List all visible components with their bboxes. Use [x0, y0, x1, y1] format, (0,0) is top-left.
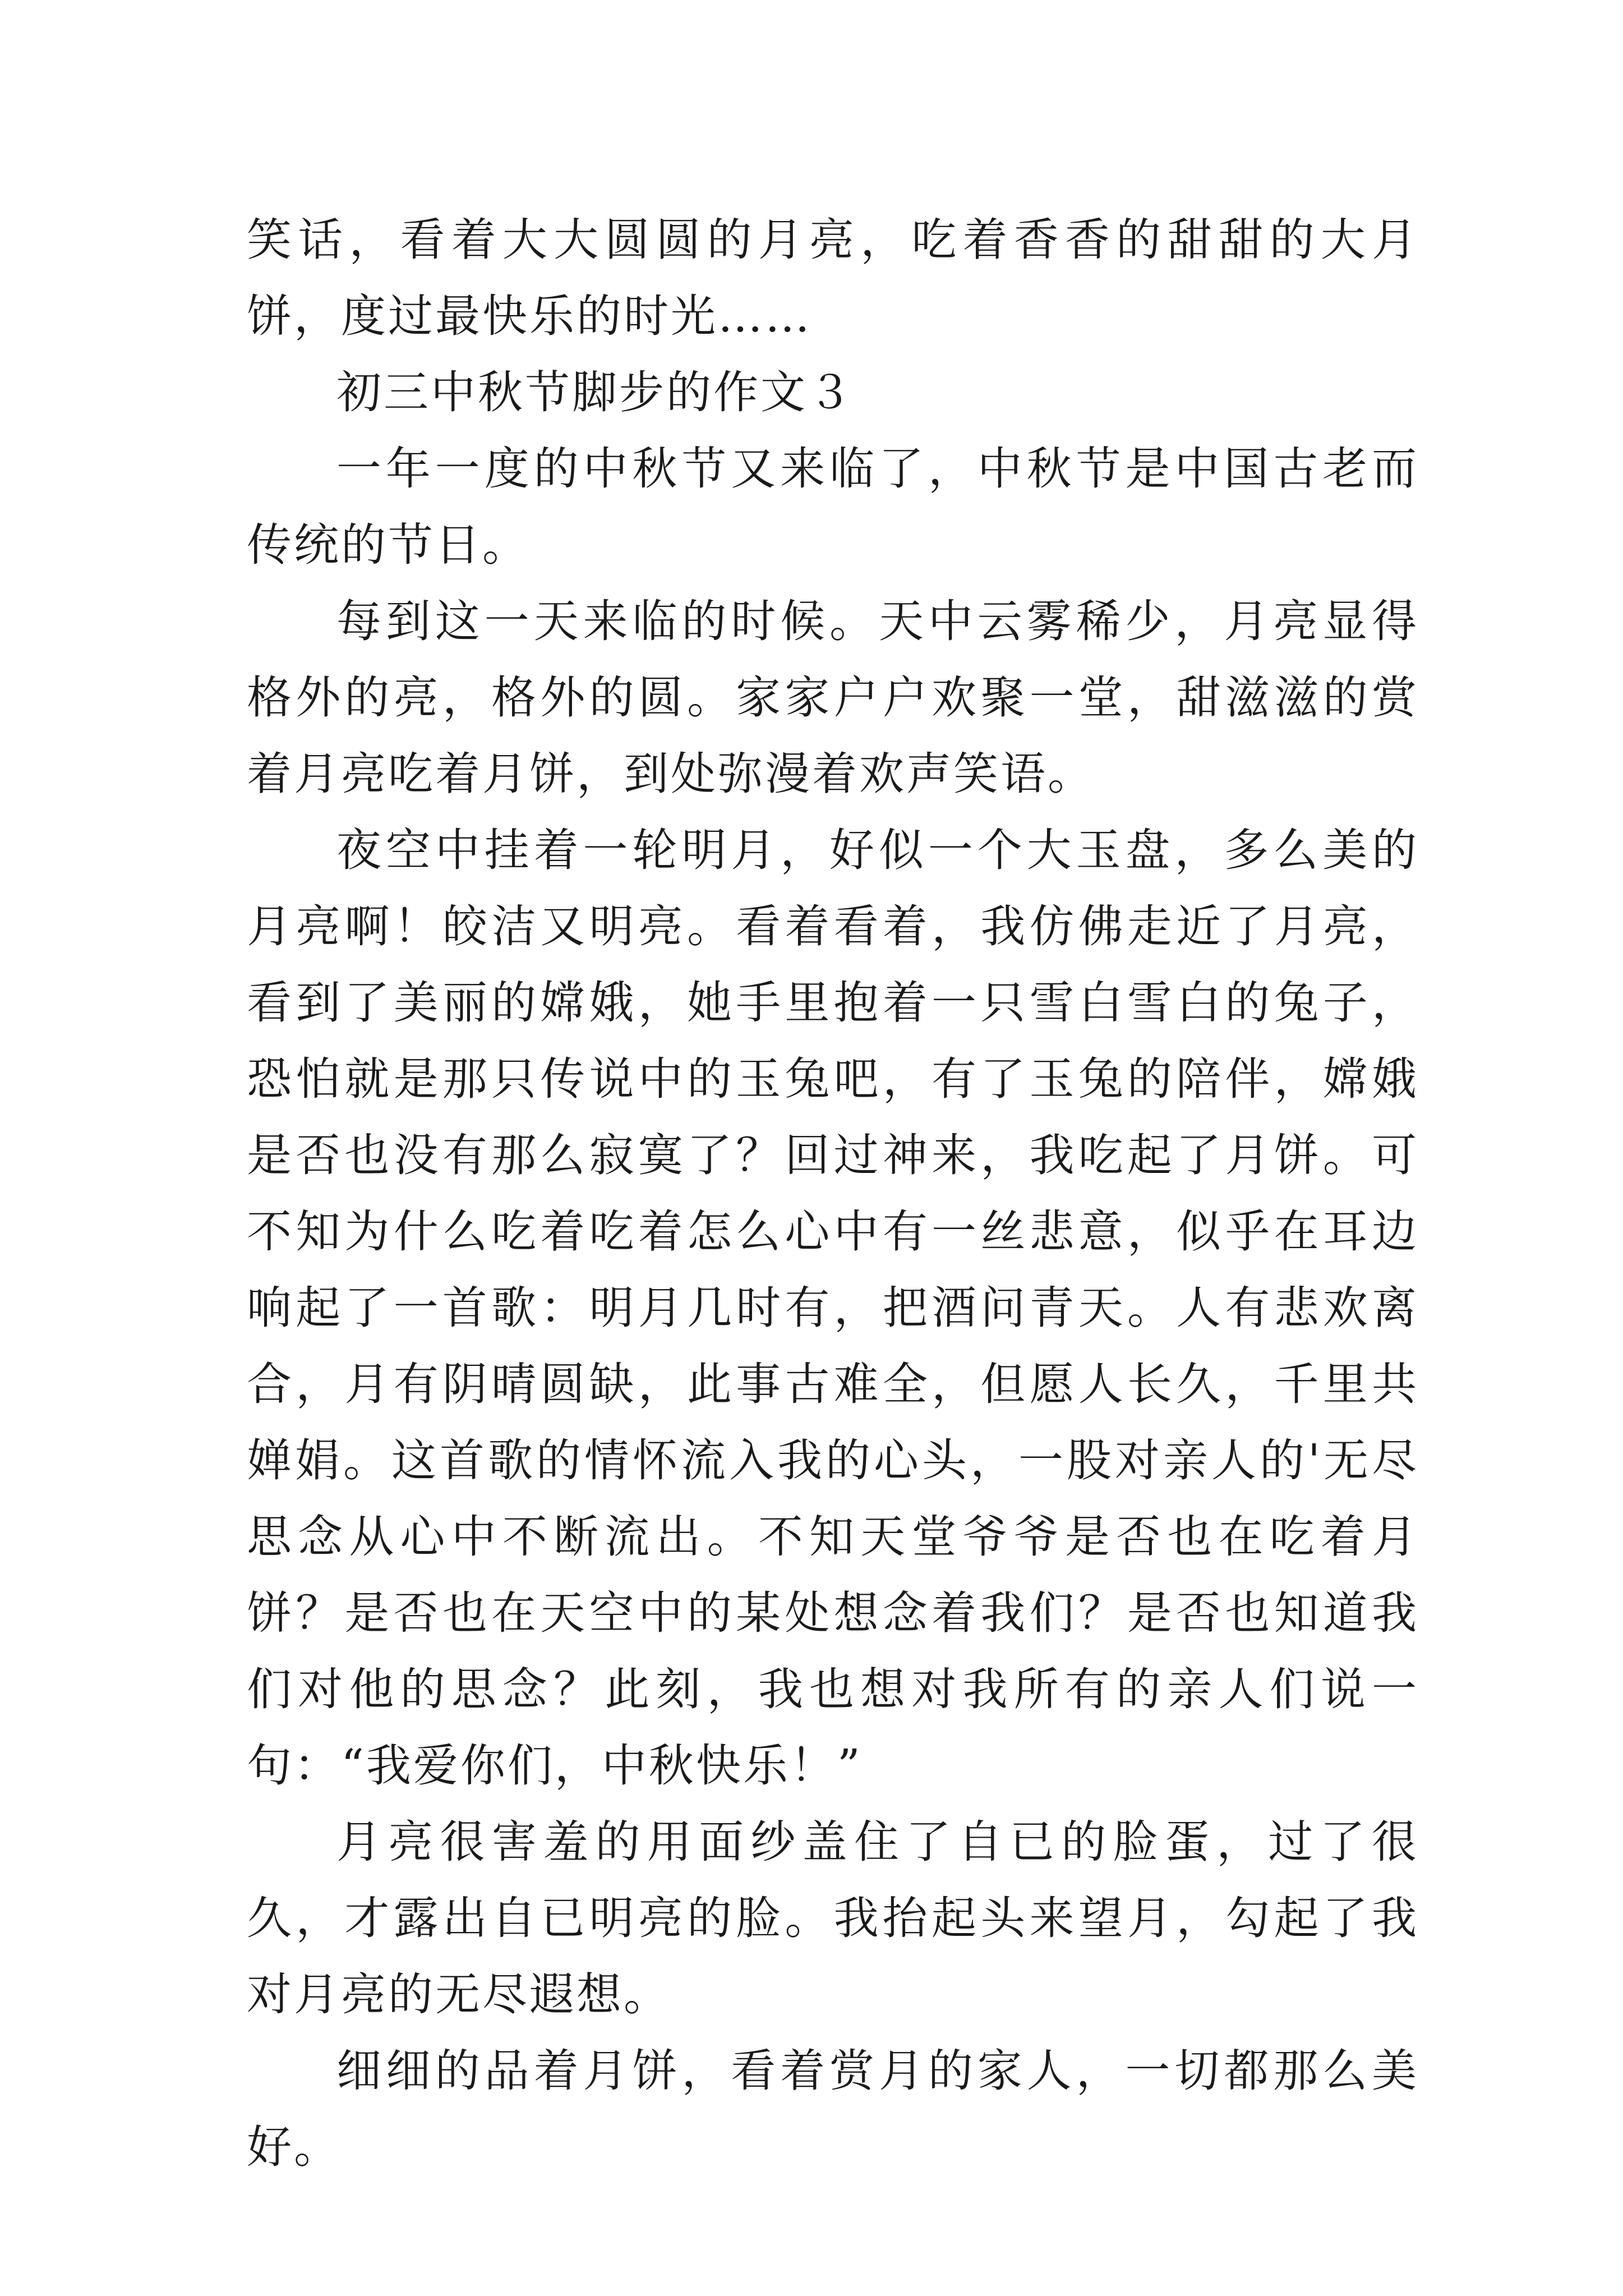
paragraph-2: 每到这一天来临的时候。天中云雾稀少，月亮显得格外的亮，格外的圆。家家户户欢聚一堂，甜滋滋的赏着月亮吃着月饼，到处弥漫着欢声笑语。 — [247, 595, 1419, 800]
paragraph-3: 夜空中挂着一轮明月，好似一个大玉盘，多么美的月亮啊！皎洁又明亮。看着看着，我仿佛走近了月亮，看到了美丽的嫦娥，她手里抱着一只雪白雪白的兔子，恐怕就是那只传说中的玉兔吧，有了玉兔的陪伴，嫦娥是否也没有那么寂寞了？回过神来，我吃起了月饼。可不知为什么吃着吃着怎么心中有一丝悲意，似乎在耳边响起了一首歌：明月几时有，把酒问青天。人有悲欢离合，月有阴晴圆缺，此事古难全，但愿人长久，千里共婵娟。这首歌的情怀流入我的心头，一股对亲人的'无尽思念从心中不断流出。不知天堂爷爷是否也在吃着月饼？是否也在天空中的某处想念着我们？是否也知道我们对他的思念？此刻，我也想对我所有的亲人们说一句：“我爱你们，中秋快乐！” — [247, 824, 1419, 1792]
document-body — [247, 202, 1419, 2185]
paragraph-1: 一年一度的中秋节又来临了，中秋节是中国古老而传统的节日。 — [247, 443, 1419, 571]
paragraph-5: 细细的品着月饼，看着赏月的家人，一切都那么美好。 — [247, 2045, 1419, 2173]
section-title: 初三中秋节脚步的作文３ — [336, 366, 855, 418]
continuation-paragraph: 笑话，看着大大圆圆的月亮，吃着香香的甜甜的大月饼，度过最快乐的时光…… — [247, 214, 1419, 342]
paragraph-4: 月亮很害羞的用面纱盖住了自已的脸蛋，过了很久，才露出自已明亮的脸。我抬起头来望月，勾起了我对月亮的无尽遐想。 — [247, 1816, 1419, 2021]
